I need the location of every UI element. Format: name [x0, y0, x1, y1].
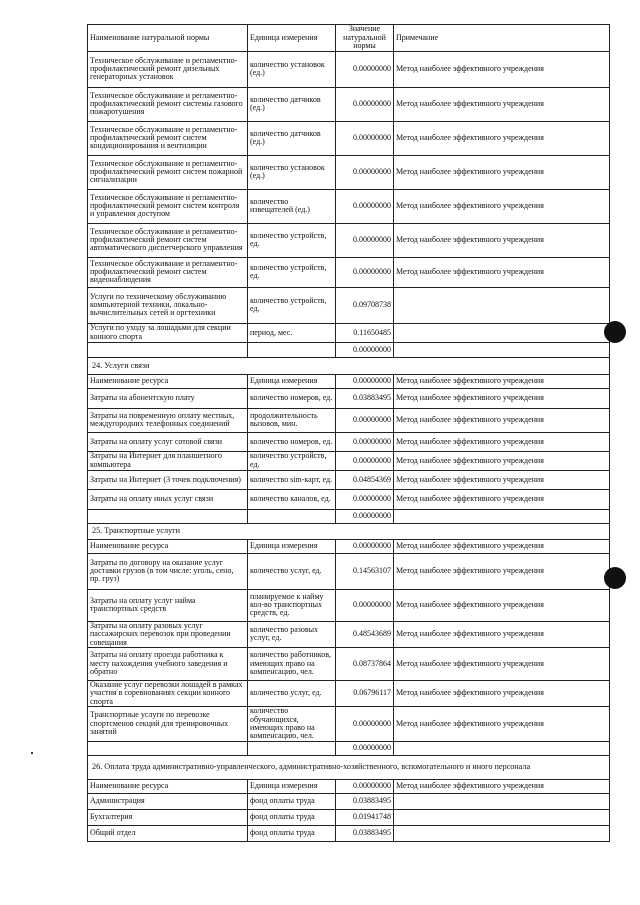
row-note: Метод наиболее эффективного учреждения	[394, 374, 610, 388]
row-value: 0.48543689	[336, 621, 394, 647]
row-note: Метод наиболее эффективного учреждения	[394, 257, 610, 287]
row-name: Затраты на оплату проезда работника к месту нахождения учебного заведения и обратно	[88, 648, 248, 681]
row-unit: количество устройств, ед.	[248, 257, 336, 287]
total-empty-name	[88, 509, 248, 523]
maintenance-row	[88, 223, 610, 257]
resource-row	[88, 621, 610, 647]
row-value: 0.00000000	[336, 707, 394, 742]
row-name: Администрация	[88, 793, 248, 809]
resource-row	[88, 408, 610, 432]
table-header-row	[88, 25, 610, 52]
header-value: Значение натуральной нормы	[336, 25, 394, 52]
norms-document	[87, 24, 609, 842]
resource-row	[88, 707, 610, 742]
row-unit: количество датчиков (ед.)	[248, 87, 336, 121]
row-value: 0.00000000	[336, 257, 394, 287]
row-note	[394, 323, 610, 342]
norms-table	[87, 24, 610, 842]
row-unit: фонд оплаты труда	[248, 793, 336, 809]
maintenance-row	[88, 155, 610, 189]
row-value: 0.00000000	[336, 489, 394, 509]
row-note: Метод наиболее эффективного учреждения	[394, 489, 610, 509]
row-note: Метод наиболее эффективного учреждения	[394, 681, 610, 707]
row-note: Метод наиболее эффективного учреждения	[394, 121, 610, 155]
row-unit: планируемое к найму кол-во транспортных средств, ед.	[248, 589, 336, 621]
row-unit: количество услуг, ед.	[248, 553, 336, 589]
row-value: 0.14563107	[336, 553, 394, 589]
row-note	[394, 809, 610, 825]
section-title: 26. Оплата труда административно-управленческого, административно-хозяйственного, вспомогательного и иного персонала	[88, 755, 610, 779]
row-value: 0.03883495	[336, 825, 394, 841]
resource-row	[88, 809, 610, 825]
header-unit: Единица измерения	[248, 25, 336, 52]
row-unit: количество каналов, ед.	[248, 489, 336, 509]
row-unit: период, мес.	[248, 323, 336, 342]
row-name: Техническое обслуживание и регламентно-профилактический ремонт систем автоматического диспетчерского управления	[88, 223, 248, 257]
resource-header-row	[88, 539, 610, 553]
resource-row	[88, 432, 610, 451]
row-note: Метод наиболее эффективного учреждения	[394, 51, 610, 87]
row-value: 0.00000000	[336, 223, 394, 257]
resource-row	[88, 681, 610, 707]
punch-hole-bottom	[604, 567, 626, 589]
total-empty-name	[88, 342, 248, 357]
row-name: Затраты на Интернет (3 точек подключения)	[88, 470, 248, 489]
row-note: Метод наиболее эффективного учреждения	[394, 621, 610, 647]
resource-row	[88, 553, 610, 589]
row-name: Затраты на оплату услуг найма транспортных средств	[88, 589, 248, 621]
row-note: Метод наиболее эффективного учреждения	[394, 87, 610, 121]
row-name: Техническое обслуживание и регламентно-профилактический ремонт систем кондиционирования и вентиляции	[88, 121, 248, 155]
section-title-row	[88, 755, 610, 779]
row-name: Техническое обслуживание и регламентно-профилактический ремонт дизельных генераторных установок	[88, 51, 248, 87]
row-unit: количество номеров, ед.	[248, 388, 336, 408]
row-note: Метод наиболее эффективного учреждения	[394, 589, 610, 621]
row-value: 0.00000000	[336, 51, 394, 87]
resource-row	[88, 470, 610, 489]
total-value: 0.00000000	[336, 509, 394, 523]
row-name: Затраты на повременную оплату местных, междугородних телефонных соединений	[88, 408, 248, 432]
row-unit: Единица измерения	[248, 539, 336, 553]
total-empty-name	[88, 741, 248, 755]
row-unit: количество датчиков (ед.)	[248, 121, 336, 155]
row-unit: количество номеров, ед.	[248, 432, 336, 451]
resource-row	[88, 589, 610, 621]
row-name: Затраты на оплату услуг сотовой связи	[88, 432, 248, 451]
row-name: Услуги по техническому обслуживанию компьютерной техники, локально-вычислительных сетей и оргтехники	[88, 287, 248, 323]
row-unit: количество устройств, ед.	[248, 287, 336, 323]
row-note: Метод наиболее эффективного учреждения	[394, 779, 610, 793]
resource-header-row	[88, 779, 610, 793]
row-value: 0.03883495	[336, 793, 394, 809]
total-empty-note	[394, 342, 610, 357]
row-unit: продолжительность вызовов, мин.	[248, 408, 336, 432]
row-value: 0.03883495	[336, 388, 394, 408]
maintenance-row	[88, 257, 610, 287]
row-value: 0.06796117	[336, 681, 394, 707]
total-row	[88, 509, 610, 523]
row-note: Метод наиболее эффективного учреждения	[394, 553, 610, 589]
row-note: Метод наиболее эффективного учреждения	[394, 648, 610, 681]
row-value: 0.00000000	[336, 189, 394, 223]
total-empty-note	[394, 741, 610, 755]
row-unit: количество установок (ед.)	[248, 51, 336, 87]
row-value: 0.00000000	[336, 432, 394, 451]
resource-row	[88, 489, 610, 509]
header-note: Примечание	[394, 25, 610, 52]
row-note: Метод наиболее эффективного учреждения	[394, 223, 610, 257]
row-value: 0.00000000	[336, 374, 394, 388]
resource-header-row	[88, 374, 610, 388]
total-empty-unit	[248, 741, 336, 755]
row-note: Метод наиболее эффективного учреждения	[394, 451, 610, 470]
total-row	[88, 342, 610, 357]
row-unit: количество установок (ед.)	[248, 155, 336, 189]
total-empty-unit	[248, 342, 336, 357]
row-unit: количество разовых услуг, ед.	[248, 621, 336, 647]
header-name: Наименование натуральной нормы	[88, 25, 248, 52]
row-name: Затраты на оплату разовых услуг пассажирских перевозок при проведении совещания	[88, 621, 248, 647]
row-note	[394, 287, 610, 323]
row-value: 0.01941748	[336, 809, 394, 825]
total-empty-note	[394, 509, 610, 523]
scan-speck	[31, 752, 33, 754]
row-note: Метод наиболее эффективного учреждения	[394, 155, 610, 189]
row-name: Затраты на оплату иных услуг связи	[88, 489, 248, 509]
maintenance-row	[88, 51, 610, 87]
row-name: Бухгалтерия	[88, 809, 248, 825]
row-name: Техническое обслуживание и регламентно-профилактический ремонт систем контроля и управления доступом	[88, 189, 248, 223]
row-value: 0.00000000	[336, 451, 394, 470]
resource-row	[88, 451, 610, 470]
row-name: Затраты на абонентскую плату	[88, 388, 248, 408]
row-unit: количество услуг, ед.	[248, 681, 336, 707]
total-value: 0.00000000	[336, 741, 394, 755]
row-value: 0.00000000	[336, 589, 394, 621]
row-name: Затраты по договору на оказание услуг доставки грузов (в том числе: уголь, сено, пр. груз)	[88, 553, 248, 589]
row-name: Затраты на Интернет для планшетного компьютера	[88, 451, 248, 470]
row-unit: количество работников, имеющих право на компенсацию, чел.	[248, 648, 336, 681]
row-value: 0.00000000	[336, 87, 394, 121]
row-name: Наименование ресурса	[88, 779, 248, 793]
row-value: 0.09708738	[336, 287, 394, 323]
row-note: Метод наиболее эффективного учреждения	[394, 470, 610, 489]
row-unit: количество извещателей (ед.)	[248, 189, 336, 223]
row-value: 0.08737864	[336, 648, 394, 681]
row-value: 0.00000000	[336, 408, 394, 432]
row-value: 0.00000000	[336, 155, 394, 189]
row-note	[394, 793, 610, 809]
row-unit: фонд оплаты труда	[248, 809, 336, 825]
row-value: 0.00000000	[336, 539, 394, 553]
total-value: 0.00000000	[336, 342, 394, 357]
row-unit: количество устройств, ед.	[248, 451, 336, 470]
maintenance-row	[88, 189, 610, 223]
row-value: 0.04854369	[336, 470, 394, 489]
maintenance-row	[88, 121, 610, 155]
row-name: Услуги по уходу за лошадьми для секции конного спорта	[88, 323, 248, 342]
row-unit: Единица измерения	[248, 779, 336, 793]
row-name: Общий отдел	[88, 825, 248, 841]
row-value: 0.00000000	[336, 779, 394, 793]
section-title-row	[88, 357, 610, 374]
row-name: Наименование ресурса	[88, 539, 248, 553]
row-note: Метод наиболее эффективного учреждения	[394, 189, 610, 223]
row-value: 0.00000000	[336, 121, 394, 155]
row-name: Техническое обслуживание и регламентно-профилактический ремонт систем пожарной сигнализации	[88, 155, 248, 189]
resource-row	[88, 388, 610, 408]
row-note: Метод наиболее эффективного учреждения	[394, 432, 610, 451]
row-name: Техническое обслуживание и регламентно-профилактический ремонт системы газового пожаротушения	[88, 87, 248, 121]
row-unit: количество устройств, ед.	[248, 223, 336, 257]
resource-row	[88, 793, 610, 809]
row-note: Метод наиболее эффективного учреждения	[394, 539, 610, 553]
maintenance-row	[88, 323, 610, 342]
row-note: Метод наиболее эффективного учреждения	[394, 707, 610, 742]
section-title-row	[88, 523, 610, 539]
row-unit: фонд оплаты труда	[248, 825, 336, 841]
total-row	[88, 741, 610, 755]
row-value: 0.11650485	[336, 323, 394, 342]
section-title: 24. Услуги связи	[88, 357, 610, 374]
maintenance-row	[88, 287, 610, 323]
resource-row	[88, 825, 610, 841]
row-name: Оказание услуг перевозки лошадей в рамках участия в соревнованиях секции конного спорта	[88, 681, 248, 707]
resource-row	[88, 648, 610, 681]
maintenance-row	[88, 87, 610, 121]
row-note: Метод наиболее эффективного учреждения	[394, 408, 610, 432]
row-name: Наименование ресурса	[88, 374, 248, 388]
row-note: Метод наиболее эффективного учреждения	[394, 388, 610, 408]
section-title: 25. Транспортные услуги	[88, 523, 610, 539]
row-name: Техническое обслуживание и регламентно-профилактический ремонт систем видеонаблюдения	[88, 257, 248, 287]
punch-hole-top	[604, 321, 626, 343]
row-name: Транспортные услуги по перевозке спортсменов секций для тренировочных занятий	[88, 707, 248, 742]
row-unit: Единица измерения	[248, 374, 336, 388]
row-unit: количество обучающихся, имеющих право на компенсацию, чел.	[248, 707, 336, 742]
total-empty-unit	[248, 509, 336, 523]
row-unit: количество sim-карт, ед.	[248, 470, 336, 489]
row-note	[394, 825, 610, 841]
